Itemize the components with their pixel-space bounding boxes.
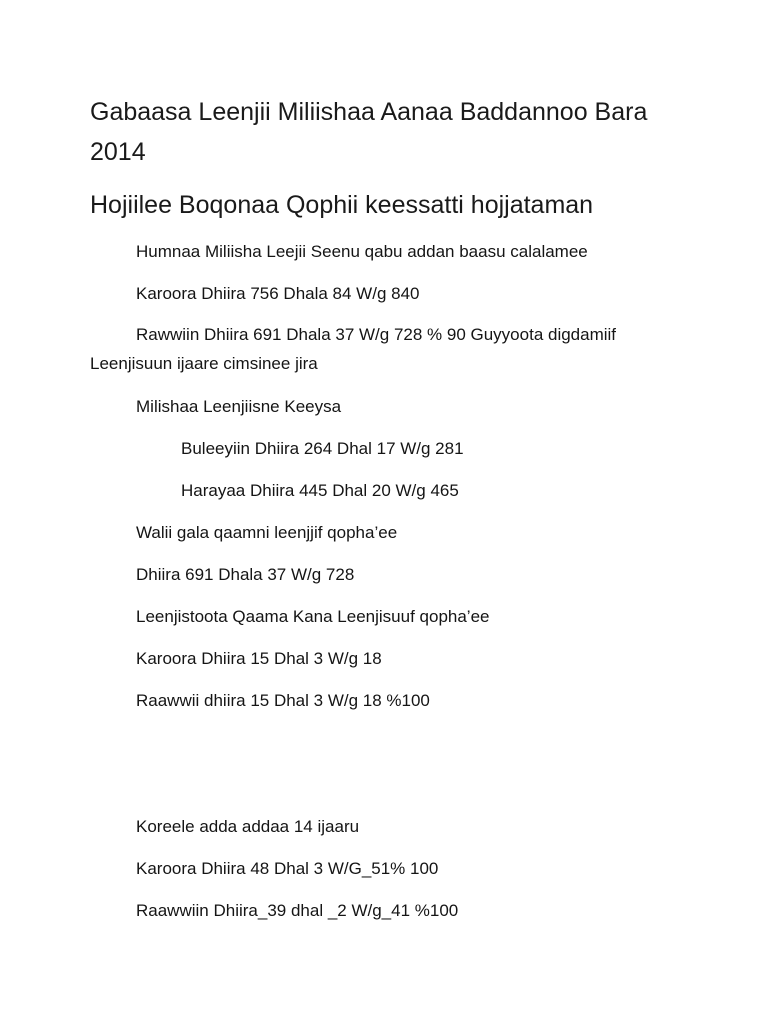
paragraph-line: Karoora Dhiira 15 Dhal 3 W/g 18 xyxy=(136,649,382,668)
sub-paragraph-line: Buleeyiin Dhiira 264 Dhal 17 W/g 281 xyxy=(181,439,464,458)
document-title-line-2: 2014 xyxy=(90,138,146,166)
document-title xyxy=(90,92,710,172)
document-title-line-1: Gabaasa Leenjii Miliishaa Aanaa Baddannoo Bara xyxy=(90,98,648,126)
paragraph-line: Humnaa Miliisha Leejii Seenu qabu addan baasu calalamee xyxy=(136,242,588,261)
paragraph-wrapped: Rawwiin Dhiira 691 Dhala 37 W/g 728 % 90 Guyyoota digdamiif Leenjisuun ijaare cimsinee jira xyxy=(90,325,617,373)
paragraph-line: Karoora Dhiira 756 Dhala 84 W/g 840 xyxy=(136,284,420,303)
paragraph-line: Raawwiin Dhiira_39 dhal _2 W/g_41 %100 xyxy=(136,901,459,920)
paragraph-line: Koreele adda addaa 14 ijaaru xyxy=(136,817,360,836)
paragraph-line: Raawwii dhiira 15 Dhal 3 W/g 18 %100 xyxy=(136,691,430,710)
document-subtitle: Hojiilee Boqonaa Qophii keessatti hojjataman xyxy=(90,191,594,219)
paragraph-line: Karoora Dhiira 48 Dhal 3 W/G_51% 100 xyxy=(136,859,439,878)
paragraph-line: Dhiira 691 Dhala 37 W/g 728 xyxy=(136,565,355,584)
sub-paragraph-line: Harayaa Dhiira 445 Dhal 20 W/g 465 xyxy=(181,481,459,500)
paragraph-line: Milishaa Leenjiisne Keeysa xyxy=(136,397,342,416)
paragraph-line: Leenjistoota Qaama Kana Leenjisuuf qopha’ee xyxy=(136,607,490,626)
paragraph-line: Walii gala qaamni leenjjif qopha’ee xyxy=(136,523,398,542)
